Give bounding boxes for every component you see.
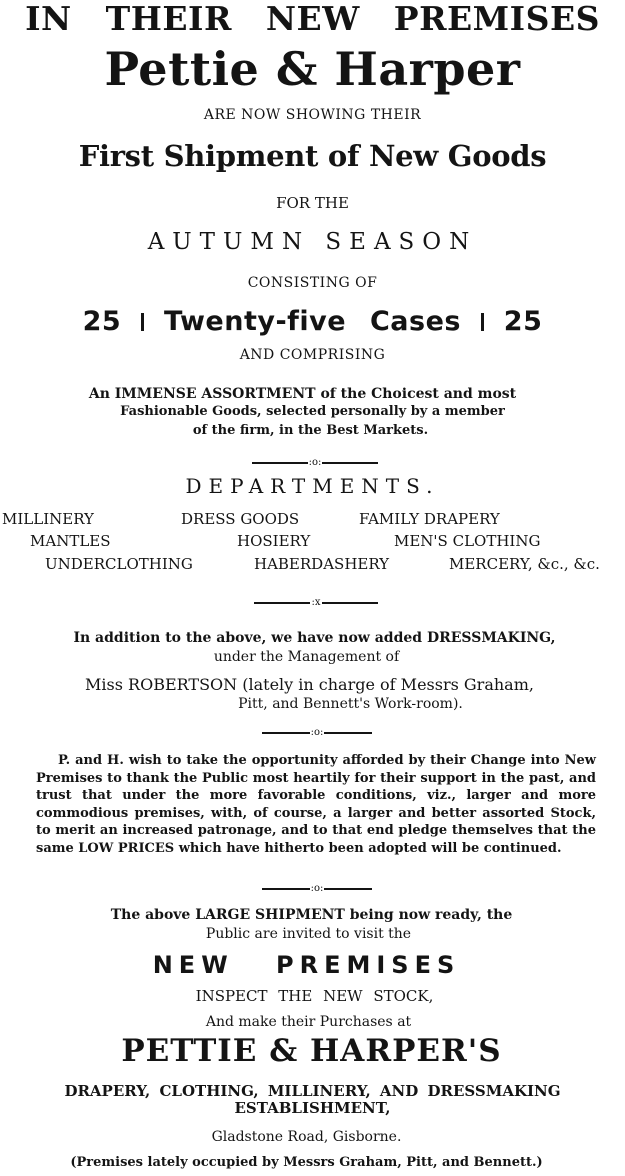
divider-bar (324, 732, 372, 734)
season-heading-text: AUTUMN SEASON (147, 229, 478, 255)
dressmaking-text-1: In addition to the above, we have now added DRESSMAKING, (73, 630, 556, 646)
dressmaking-line-2 (0, 650, 619, 664)
premises-headline-text: IN THEIR NEW PREMISES (25, 0, 600, 38)
divider-rule (258, 726, 376, 739)
department-item: HABERDASHERY (254, 555, 390, 573)
assortment-line-1 (0, 387, 615, 401)
for-the-line (0, 196, 625, 211)
establishment-line-2 (0, 1101, 625, 1116)
cases-divider-left (141, 313, 144, 331)
dressmaking-text-2: under the Management of (213, 649, 400, 665)
showing-text: ARE NOW SHOWING THEIR (203, 107, 422, 123)
divider-bar (262, 732, 310, 734)
shipment-heading (0, 139, 625, 173)
consisting-line (0, 276, 625, 290)
assortment-text-3: of the firm, in the Best Markets. (192, 423, 429, 438)
firm-caps-text: PETTIE & HARPER'S (121, 1033, 502, 1069)
address-line (0, 1130, 619, 1144)
departments-row-3 (0, 557, 625, 573)
cases-number-left: 25 (82, 306, 122, 337)
department-item: MILLINERY (2, 510, 94, 528)
establishment-text-1: DRAPERY, CLOTHING, MILLINERY, AND DRESSMAKING (64, 1082, 561, 1100)
assortment-text-2: Fashionable Goods, selected personally by a member (120, 404, 505, 419)
department-item: MEN'S CLOTHING (394, 532, 541, 550)
dressmaking-line-4 (38, 697, 625, 711)
departments-row-2 (0, 534, 625, 550)
previous-occupants-text: (Premises lately occupied by Messrs Graham, Pitt, and Bennett.) (70, 1155, 543, 1170)
departments-row-1 (0, 512, 625, 528)
assortment-line-2 (0, 405, 625, 418)
firm-caps-heading (0, 1033, 624, 1069)
departments-heading-text: DEPARTMENTS. (185, 474, 440, 498)
dressmaking-line-3 (0, 677, 622, 693)
divider-bar (254, 602, 310, 604)
address-text: Gladstone Road, Gisborne. (211, 1129, 402, 1145)
department-item: FAMILY DRAPERY (359, 510, 500, 528)
department-item: MERCERY, &c., &c. (449, 555, 600, 573)
inspect-line (2, 989, 625, 1004)
cases-divider-right (481, 313, 484, 331)
assortment-line-3 (0, 424, 623, 437)
divider-bar (262, 888, 310, 890)
assortment-text-1: An IMMENSE ASSORTMENT of the Choicest and most (88, 386, 517, 402)
establishment-text-2: ESTABLISHMENT, (234, 1099, 391, 1117)
consisting-text: CONSISTING OF (247, 275, 378, 291)
firm-name (0, 42, 625, 96)
season-heading (0, 231, 625, 254)
divider-mark: :o: (310, 726, 324, 738)
divider-bar (324, 888, 372, 890)
divider-rule (258, 882, 376, 895)
notice-text: P. and H. wish to take the opportunity afforded by their Change into New Premises to thank the Public most heartily for their support in the past, and trust that under the more favorable conditions, viz., larger and more commodious premises, with, of course, a larger and better assorted Stock, to merit an increased patronage, and to that end pledge themselves that the same LOW PRICES which have hitherto been adopted will be continued. (36, 753, 596, 856)
cases-number-right: 25 (503, 306, 543, 337)
dressmaking-text-4: Pitt, and Bennett's Work-room). (238, 696, 463, 712)
department-item: HOSIERY (237, 532, 311, 550)
purchases-text: And make their Purchases at (205, 1014, 412, 1030)
new-premises-text: NEW PREMISES (152, 951, 461, 979)
notice-paragraph (36, 752, 596, 858)
purchases-line (0, 1015, 621, 1029)
cases-line (0, 308, 625, 335)
divider-bar (252, 462, 308, 464)
cases-text: Twenty-five Cases (164, 306, 461, 337)
showing-line (0, 108, 625, 122)
comprising-line (0, 348, 625, 362)
invitation-text-1: The above LARGE SHIPMENT being now ready, the (110, 907, 513, 923)
for-the-text: FOR THE (276, 194, 349, 212)
departments-heading (0, 476, 625, 496)
premises-headline (0, 0, 625, 38)
invitation-text-2: Public are invited to visit the (205, 926, 412, 942)
invitation-line-1 (0, 908, 624, 922)
shipment-heading-text: First Shipment of New Goods (78, 139, 547, 173)
divider-bar (322, 602, 378, 604)
divider-mark: :x (311, 596, 321, 608)
divider-mark: :o: (310, 882, 324, 894)
divider-rule (254, 596, 378, 609)
previous-occupants-line (0, 1156, 619, 1169)
divider-rule (248, 456, 382, 469)
comprising-text: AND COMPRISING (239, 347, 386, 363)
new-premises-heading (0, 953, 619, 977)
department-item: UNDERCLOTHING (45, 555, 193, 573)
invitation-line-2 (0, 927, 621, 941)
divider-mark: :o: (308, 456, 322, 468)
divider-bar (322, 462, 378, 464)
establishment-line-1 (0, 1084, 625, 1099)
firm-name-text: Pettie & Harper (104, 42, 521, 96)
inspect-text: INSPECT THE NEW STOCK, (195, 987, 434, 1005)
dressmaking-line-1 (2, 631, 625, 645)
department-item: DRESS GOODS (181, 510, 300, 528)
dressmaking-text-3: Miss ROBERTSON (lately in charge of Messrs Graham, (85, 675, 534, 694)
department-item: MANTLES (30, 532, 111, 550)
